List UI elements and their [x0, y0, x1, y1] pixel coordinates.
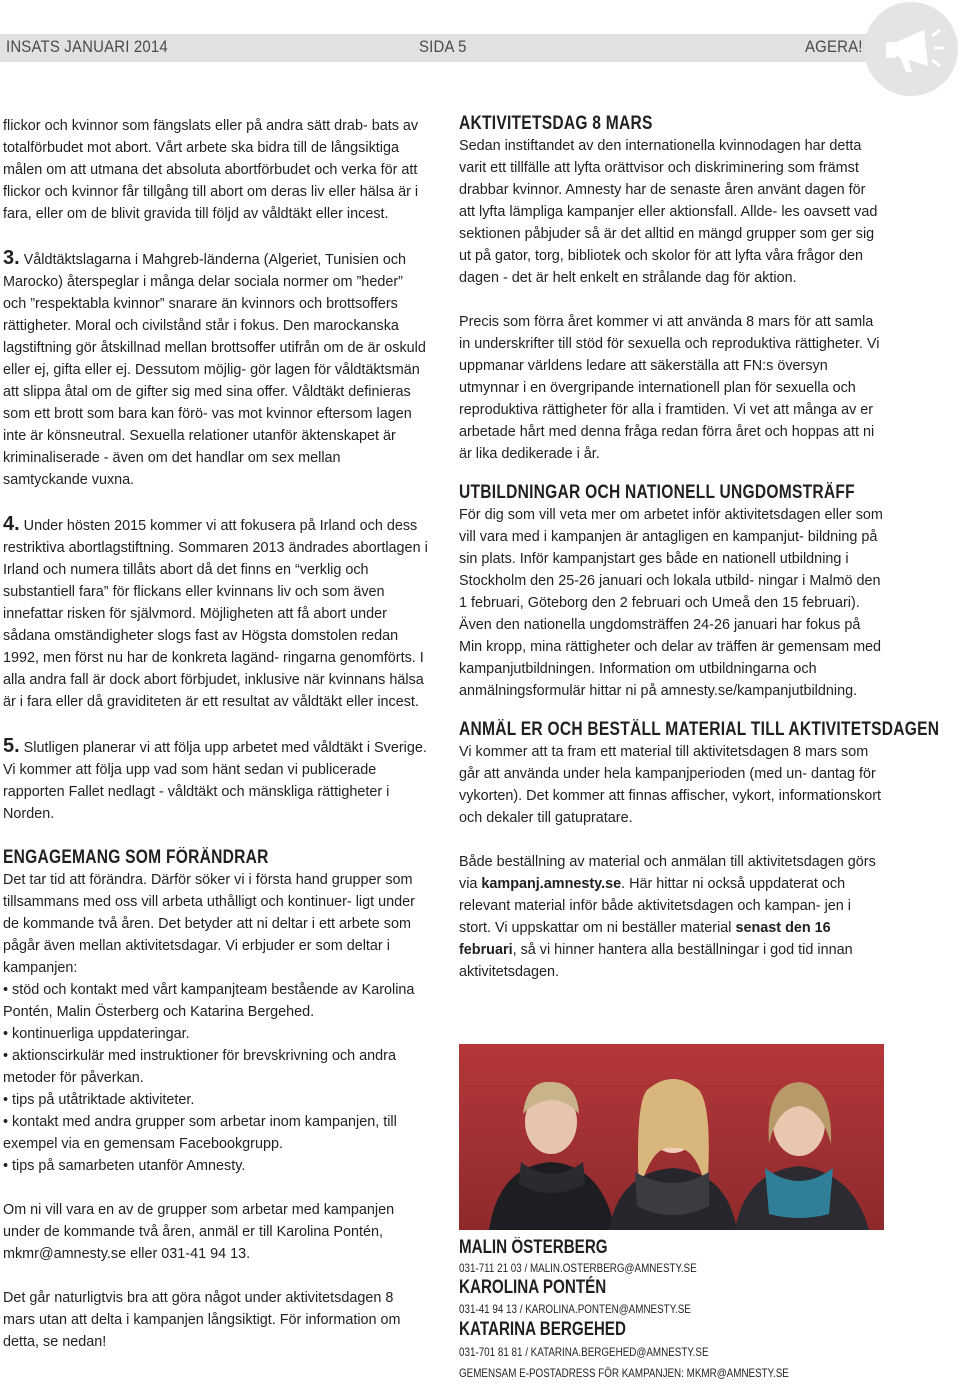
bullet-item: • tips på samarbeten utanför Amnesty. — [3, 1158, 246, 1174]
section-5-paragraph — [3, 735, 428, 825]
contact-info[interactable]: 031-701 81 81 / KATARINA.BERGEHED@AMNESTY.SE — [459, 1345, 709, 1359]
contact-info[interactable]: 031-41 94 13 / KAROLINA.PONTEN@AMNESTY.SE — [459, 1302, 691, 1316]
anmal-paragraph-1: Vi kommer att ta fram ett material till aktivitetsdagen 8 mars som går att använda under hela kampanjperioden (med un- dantag för vykorten). Det kommer att finnas affischer, vykort, informationskort och dekaler till gatupratare. — [459, 744, 882, 826]
page-header — [0, 34, 876, 62]
contact-info[interactable]: 031-711 21 03 / MALIN.OSTERBERG@AMNESTY.SE — [459, 1261, 697, 1275]
anmal-heading: ANMÄL ER OCH BESTÄLL MATERIAL TILL AKTIVITETSDAGEN — [459, 719, 940, 740]
header-section: AGERA! — [805, 37, 863, 56]
join-paragraph: Om ni vill vara en av de grupper som arbetar med kampanjen under de kommande två åren, anmäl er till Karolina Pontén, mkmr@amnesty.se eller 031-41 94 13. — [3, 1202, 395, 1262]
bullet-item: • tips på utåtriktade aktiviteter. — [3, 1092, 195, 1108]
bullet-item: • aktionscirkulär med instruktioner för brevskrivning och andra metoder för påverkan. — [3, 1048, 396, 1086]
anmal-text-a: Både beställning av material och anmälan till aktivitetsdagen görs via — [459, 854, 876, 892]
header-page-number: SIDA 5 — [419, 37, 467, 56]
contact-list — [459, 1236, 884, 1386]
header-issue: INSATS JANUARI 2014 — [6, 37, 168, 56]
intro-paragraph: flickor och kvinnor som fängslats eller på andra sätt drab- bats av totalförbudet mot abort. Vårt arbete ska bidra till de långsiktiga målen om att utmana det absoluta abortförbudet och verka för att flickor och kvinnor får tillgång till abort om deras liv eller hälsa är i fara, eller om de blivit gravida till följd av våldtäkt eller incest. — [3, 118, 419, 222]
section-5-number: 5. — [3, 735, 20, 757]
anmal-text-b: . Här hittar ni också uppdaterat och relevant material inför både aktivitetsdagen och kampan- jen i stort. Vi uppskattar om ni beställer material — [459, 876, 851, 936]
aktivitetsdag-heading: AKTIVITETSDAG 8 MARS — [459, 113, 653, 134]
left-column — [3, 115, 428, 1353]
right-column — [459, 113, 940, 983]
engagemang-heading: ENGAGEMANG SOM FÖRÄNDRAR — [3, 847, 269, 868]
bullet-item: • stöd och kontakt med vårt kampanjteam bestående av Karolina Pontén, Malin Österberg och Katarina Bergehed. — [3, 982, 415, 1020]
section-3-number: 3. — [3, 247, 20, 269]
anmal-text-c: , så vi hinner hantera alla beställningar i god tid innan aktivitetsdagen. — [459, 942, 853, 980]
contact-name: MALIN ÖSTERBERG — [459, 1237, 608, 1258]
bullet-item: • kontakt med andra grupper som arbetar inom kampanjen, till exempel via en gemensam Facebookgrupp. — [3, 1114, 397, 1152]
shared-email[interactable]: GEMENSAM E-POSTADRESS FÖR KAMPANJEN: MKMR@AMNESTY.SE — [459, 1366, 789, 1380]
deadline-text: senast den 16 februari — [459, 920, 831, 958]
final-paragraph: Det går naturligtvis bra att göra något under aktivitetsdagen 8 mars utan att delta i kampanjen långsiktigt. För information om detta, se nedan! — [3, 1290, 401, 1350]
engagemang-text: Det tar tid att förändra. Därför söker vi i första hand grupper som tillsammans med oss vill arbeta uthålligt och kontinuer- ligt under de kommande två åren. Det betyder att ni deltar i ett arbete som pågår även mellan aktivitetsdagar. Vi erbjuder er som deltar i kampanjen: — [3, 872, 415, 976]
section-3-paragraph — [3, 247, 428, 491]
section-3-text: Våldtäktslagarna i Mahgreb-länderna (Algeriet, Tunisien och Marocko) återspeglar i många delar sociala normer om ”heder” och ”respektabla kvinnor” snarare än kvinnors och brottsoffers rättigheter. Moral och civilstånd står i fokus. Den marockanska lagstiftning gör åtskillnad mellan brottsoffer utifrån om de är oskuld eller ej, gifta eller ej. Dessutom möjlig- gör lagen för våldtäktsmän att slippa åtal om de gifter sig med sina offer. Våldtäkt definieras som ett brott som bara kan förö- vas mot kvinnor eftersom lagen inte är könsneutral. Sexuella relationer utanför äktenskapet är kriminaliserade - även om det handlar om sex mellan samtyckande vuxna. — [3, 252, 426, 488]
contact-name: KATARINA BERGEHED — [459, 1319, 626, 1340]
anmal-paragraph-2 — [459, 851, 884, 983]
utbildning-heading: UTBILDNINGAR OCH NATIONELL UNGDOMSTRÄFF — [459, 482, 855, 503]
utbildning-paragraph: För dig som vill veta mer om arbetet inför aktivitetsdagen eller som vill vara med i kampanjen är antagligen en kampanjut- bildning på sin plats. Inför kampanjstart ges både en nationell utbildning i Stockholm den 25-26 januari och lokala utbild- ningar i Malmö den 1 februari, Göteborg den 2 februari och Umeå den 15 februari). Även den nationella ungdomsträffen 24-26 januari har fokus på Min kropp, mina rättigheter och delar av träffen är gemensam med kampanjutbildningen. Information om utbildningarna och anmälningsformulär hittar ni på amnesty.se/kampanjutbildning. — [459, 507, 883, 699]
section-4-text: Under hösten 2015 kommer vi att fokusera på Irland och dess restriktiva abortlagstiftning. Sommaren 2013 ändrades abortlagen i Irland och numera tillåts abort då det finns en “verklig och substantiell fara” för flickans eller kvinnans liv och som även innefattar risken för självmord. Möjligheten att få abort under sådana omständigheter slogs fast av Högsta domstolen redan 1992, men först nu har de konkreta lagänd- ringarna genomförts. I alla andra fall är dock abort förbjudet, inklusive när kvinnans hälsa är i fara eller då graviditeten är ett resultat av våldtäkt eller incest. — [3, 518, 428, 710]
team-photo — [459, 1044, 884, 1230]
section-4-paragraph — [3, 513, 428, 713]
campaign-link[interactable]: kampanj.amnesty.se — [481, 876, 622, 892]
section-4-number: 4. — [3, 513, 20, 535]
contact-name: KAROLINA PONTÉN — [459, 1277, 607, 1298]
bullet-item: • kontinuerliga uppdateringar. — [3, 1026, 190, 1042]
aktivitetsdag-paragraph-1: Sedan instiftandet av den internationella kvinnodagen har detta varit ett tillfälle att lyfta orättvisor och diskriminering som främst drabbar kvinnor. Amnesty har de senaste åren använt dagen för att lyfta lämpliga kampanjer eller aktionsfall. Allde- les oavsett vad sektionen påbjuder så är det alltid en mängd grupper som ger sig ut på gator, torg, bibliotek och skolor för att lyfta våra frågor den dagen - det är helt enkelt en strålande dag för aktion. — [459, 138, 878, 286]
aktivitetsdag-paragraph-2: Precis som förra året kommer vi att använda 8 mars för att samla in underskrifter till stöd för sexuella och reproduktiva rättigheter. Vi uppmanar världens ledare att säkerställa att FN:s översyn utmynnar i en övergripande internationell plan för sexuella och reproduktiva rättigheter för alla i framtiden. Vi vet att många av er arbetade hårt med denna fråga redan förra året och hoppas att ni är lika dedikerade i år. — [459, 314, 880, 462]
megaphone-icon — [862, 0, 960, 98]
section-5-text: Slutligen planerar vi att följa upp arbetet med våldtäkt i Sverige. Vi kommer att följa upp vad som hänt sedan vi publicerade rapporten Fallet nedlagt - våldtäkt och mänskliga rättigheter i Norden. — [3, 740, 427, 822]
